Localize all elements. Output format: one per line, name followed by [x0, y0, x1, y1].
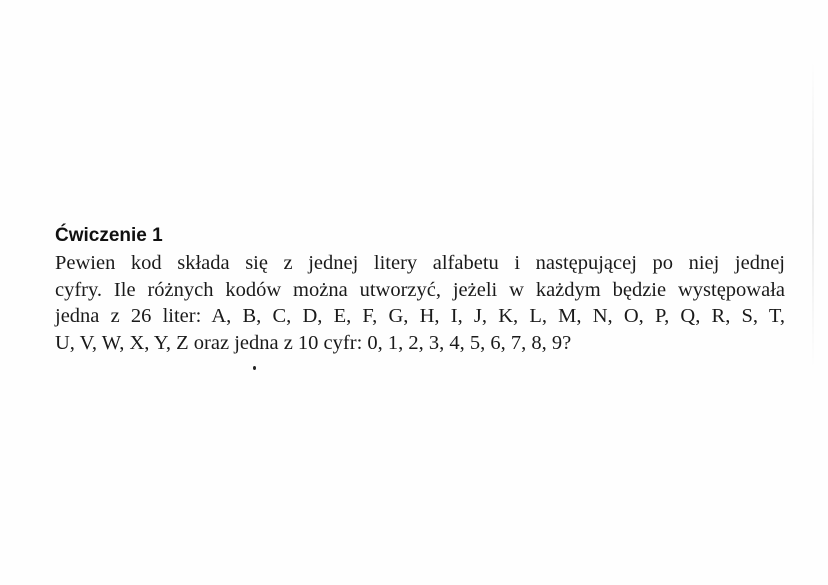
exercise-text: [55, 250, 785, 356]
page-edge-shadow: [812, 60, 814, 370]
exercise-text-line-4: U, V, W, X, Y, Z oraz jedna z 10 cyfr: 0, 1, 2, 3, 4, 5, 6, 7, 8, 9?: [55, 331, 572, 354]
exercise-block: [55, 224, 785, 356]
exercise-text-line-3: jedna z 26 liter: A, B, C, D, E, F, G, H, I, J, K, L, M, N, O, P, Q, R, S, T,: [55, 305, 785, 327]
exercise-text-line-2: cyfry. Ile różnych kodów można utworzyć, jeżeli w każdym będzie występowała: [55, 278, 785, 301]
exercise-text-line-1: Pewien kod składa się z jednej litery alfabetu i następującej po niej jednej: [55, 252, 785, 274]
exercise-title: Ćwiczenie 1: [55, 225, 163, 246]
scan-speck: [253, 366, 256, 370]
